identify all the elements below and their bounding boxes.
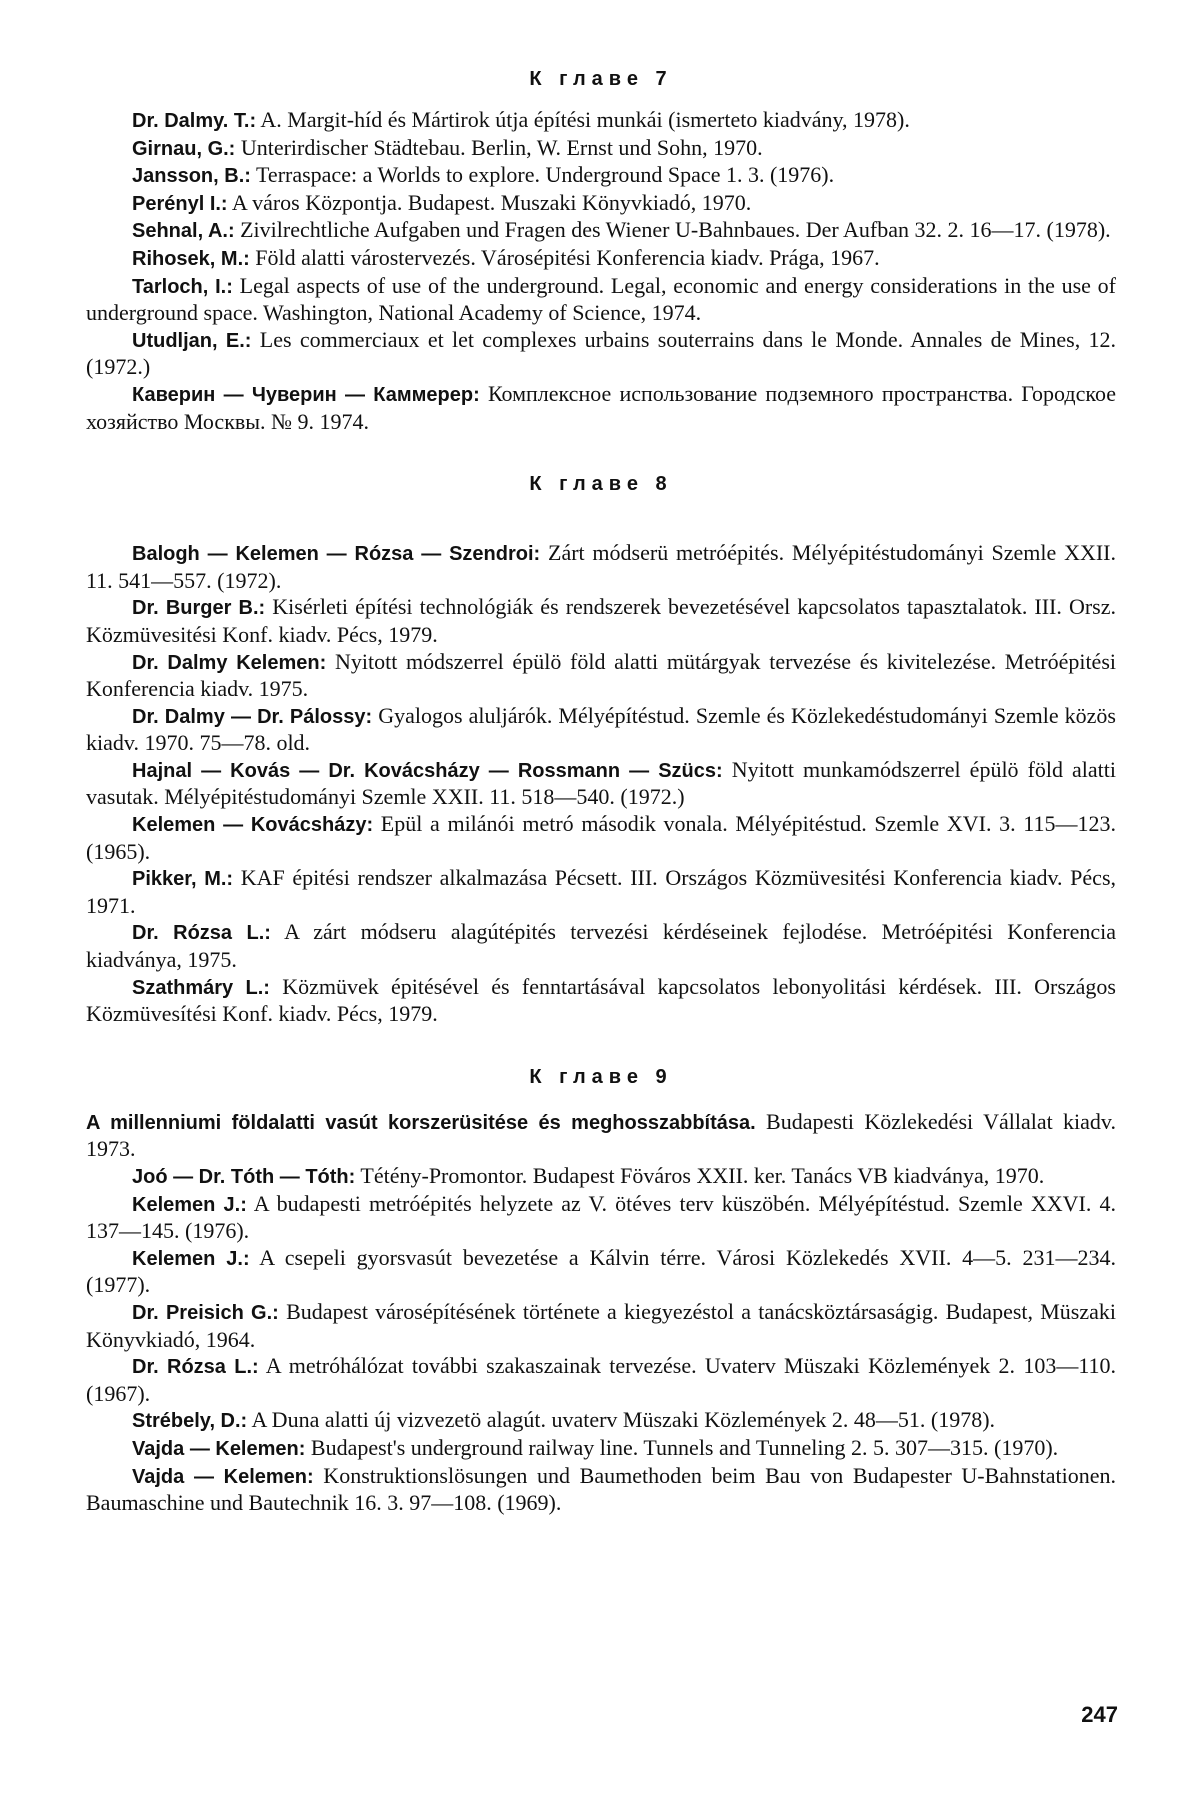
reference-text: Kisérleti építési technológiák és rendszerek bevezetésével kapcsolatos tapasztalatok. III. Orsz. Közmüvesitési Konf. kiadv. Pécs, 1979. (86, 594, 1116, 647)
reference-author: Jansson, B.: (132, 165, 251, 188)
reference-entry (86, 974, 1116, 1028)
reference-author: Dr. Burger B.: (132, 597, 266, 620)
reference-entry (86, 811, 1116, 865)
reference-entry (86, 1353, 1116, 1407)
reference-entry (86, 190, 1116, 218)
reference-entry (86, 919, 1116, 973)
reference-text: Föld alatti várostervezés. Városépitési Konferencia kiadv. Prága, 1967. (249, 244, 880, 270)
reference-author: Dr. Preisich G.: (132, 1301, 279, 1324)
reference-entry (86, 1407, 1116, 1435)
reference-author: Dr. Rózsa L.: (132, 1356, 259, 1379)
reference-entry (86, 107, 1116, 135)
section-title-chapter-8: К главе 8 (529, 473, 673, 496)
reference-author: Dr. Dalmy. T.: (132, 110, 257, 132)
reference-text: Budapest's underground railway line. Tunnels and Tunneling 2. 5. 307—315. (1970). (305, 1434, 1059, 1460)
reference-author: Dr. Dalmy Kelemen: (132, 651, 327, 674)
reference-text: A Duna alatti új vizvezetö alagút. uvaterv Müszaki Közlemények 2. 48—51. (1978). (247, 1407, 996, 1433)
reference-text: Unterirdischer Städtebau. Berlin, W. Ernst und Sohn, 1970. (235, 134, 763, 160)
reference-entry (86, 1463, 1116, 1517)
reference-list-chapter-7 (86, 107, 1116, 435)
reference-text: Gyalogos aluljárók. Mélyépítéstud. Szemle és Közlekedéstudományi Szemle közös kiadv. 1970. 75—78. old. (86, 702, 1116, 756)
reference-entry (86, 865, 1116, 919)
reference-text: Közmüvek épitésével és fenntartásával kapcsolatos lebonyolitási kérdések. III. Országos Közmüvesítési Konf. kiadv. Pécs, 1979. (86, 973, 1116, 1027)
reference-entry (86, 381, 1116, 435)
reference-author: Sehnal, A.: (132, 220, 235, 243)
reference-author: Strébely, D.: (132, 1410, 248, 1433)
reference-text: Nyitott módszerrel épülö föld alatti mütárgyak tervezése és kivitelezése. Metróépitési Konferencia kiadv. 1975. (86, 648, 1116, 702)
reference-entry (86, 1191, 1116, 1245)
reference-text: KAF épitési rendszer alkalmazása Pécsett. III. Országos Közmüvesitési Konferencia kiadv. Pécs, 1971. (86, 865, 1117, 918)
reference-entry (86, 594, 1116, 648)
reference-author: Hajnal — Kovás — Dr. Kovácsházy — Rossmann — Szücs: (132, 759, 723, 782)
reference-entry (86, 1109, 1116, 1163)
reference-entry (86, 1435, 1116, 1463)
reference-entry (86, 245, 1116, 273)
reference-author: Kelemen J.: (132, 1247, 250, 1270)
reference-entry (86, 703, 1116, 757)
reference-author: Kelemen J.: (132, 1193, 247, 1216)
reference-entry (86, 1299, 1116, 1353)
reference-text: A város Központja. Budapest. Muszaki Könyvkiadó, 1970. (227, 189, 752, 215)
reference-text: A. Margit-híd és Mártirok útja építési munkái (ismerteto kiadvány, 1978). (256, 107, 910, 132)
reference-entry (86, 162, 1116, 190)
reference-entry (86, 757, 1116, 811)
reference-author: Pikker, M.: (132, 868, 234, 891)
reference-author: Joó — Dr. Tóth — Tóth: (132, 1166, 356, 1188)
reference-text: Tétény-Promontor. Budapest Föváros XXII. ker. Tanács VB kiadványa, 1970. (355, 1163, 1045, 1188)
reference-entry (86, 135, 1116, 163)
reference-text: Terraspace: a Worlds to explore. Underground Space 1. 3. (1976). (250, 162, 835, 188)
reference-author: Girnau, G.: (132, 137, 236, 160)
reference-author: Rihosek, M.: (132, 247, 250, 270)
reference-entry (86, 540, 1116, 594)
reference-author: Dr. Rózsa L.: (132, 922, 271, 945)
reference-text: Konstruktionslösungen und Baumethoden beim Bau von Budapester U-Bahnstationen. Baumaschine und Bautechnik 16. 3. 97—108. (1969). (86, 1462, 1117, 1516)
reference-text: Les commerciaux et let complexes urbains souterrains dans le Monde. Annales de Mines, 12. (1972.) (86, 326, 1116, 380)
reference-entry (86, 649, 1116, 703)
reference-entry (86, 273, 1116, 327)
reference-text: Epül a milánói metró második vonala. Mélyépitéstud. Szemle XVI. 3. 115—123. (1965). (86, 811, 1116, 864)
reference-text: Nyitott munkamódszerrel épülö föld alatti vasutak. Mélyépitéstudományi Szemle XXII. 11. 518—540. (1972.) (86, 756, 1116, 810)
reference-author: Balogh — Kelemen — Rózsa — Szendroi: (132, 543, 541, 566)
reference-entry (86, 1163, 1116, 1191)
reference-list-chapter-9 (86, 1109, 1116, 1517)
reference-entry (86, 1245, 1116, 1299)
reference-entry (86, 327, 1116, 381)
reference-author: Vajda — Kelemen: (132, 1465, 314, 1488)
reference-text: Legal aspects of use of the underground. Legal, economic and energy considerations in the use of underground space. Washington, National Academy of Science, 1974. (86, 272, 1117, 326)
reference-author: Dr. Dalmy — Dr. Pálossy: (132, 705, 373, 728)
reference-entry (86, 217, 1116, 245)
reference-author: A millenniumi földalatti vasút korszerüsitése és meghosszabbítása. (86, 1111, 756, 1134)
reference-text: A csepeli gyorsvasút bevezetése a Kálvin térre. Városi Közlekedés XVII. 4—5. 231—234. (1977). (86, 1244, 1116, 1298)
reference-author: Tarloch, I.: (132, 275, 233, 298)
reference-text: A budapesti metróépités helyzete az V. ötéves terv küszöbén. Mélyépítéstud. Szemle XXVI. 4. 137—145. (1976). (86, 1190, 1116, 1244)
reference-author: Kelemen — Kovácsházy: (132, 814, 374, 837)
reference-author: Utudljan, E.: (132, 329, 252, 352)
bibliography-page (86, 68, 1116, 1517)
reference-text: Budapest városépítésének története a kiegyezéstol a tanácsköztársaságig. Budapest, Müszaki Könyvkiadó, 1964. (86, 1298, 1116, 1352)
reference-author: Vajda — Kelemen: (132, 1437, 306, 1460)
reference-text: Zárt módserü metróépités. Mélyépitéstudományi Szemle XXII. 11. 541—557. (1972). (86, 540, 1116, 593)
reference-author: Каверин — Чуверин — Каммерер: (132, 383, 480, 406)
reference-text: Zivilrechtliche Aufgaben und Fragen des Wiener U-Bahnbaues. Der Aufban 32. 2. 16—17. (1978). (234, 217, 1111, 243)
page-number: 247 (1081, 1702, 1118, 1727)
reference-text: A zárt módseru alagútépités tervezési kérdéseinek fejlodése. Metróépitési Konferencia kiadványa, 1975. (86, 919, 1116, 973)
reference-author: Szathmáry L.: (132, 976, 270, 999)
section-title-chapter-7: К главе 7 (529, 68, 673, 90)
reference-author: Perényl I.: (132, 192, 228, 215)
reference-text: Budapesti Közlekedési Vállalat kiadv. 1973. (86, 1108, 1116, 1162)
reference-text: A metróhálózat további szakaszainak tervezése. Uvaterv Müszaki Közlemények 2. 103—110. (1967). (86, 1353, 1117, 1406)
reference-list-chapter-8 (86, 540, 1116, 1028)
section-title-chapter-9: К главе 9 (529, 1065, 673, 1088)
reference-text: Комплексное использование подземного пространства. Городское хозяйство Москвы. № 9. 1974. (86, 380, 1116, 434)
